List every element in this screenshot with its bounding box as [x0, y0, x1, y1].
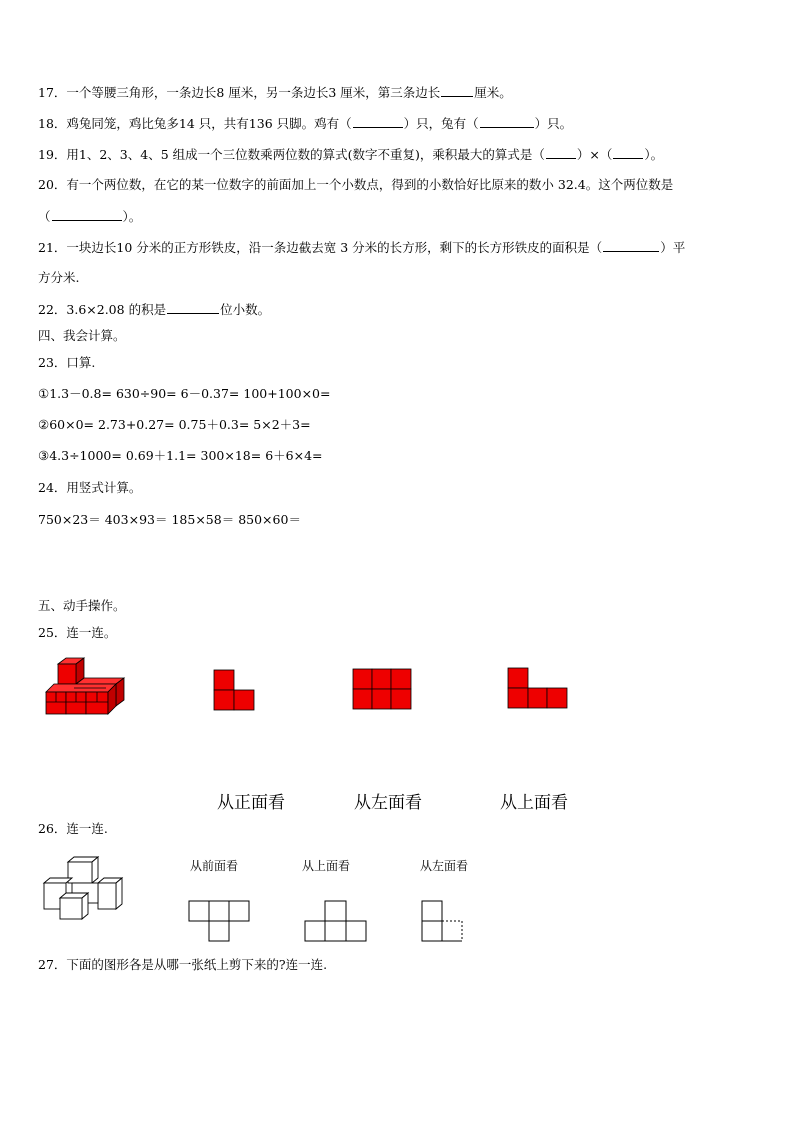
view-label-front: 从前面看 — [190, 859, 239, 873]
question-21-line1 — [38, 239, 685, 256]
red-view-l-shape-wide — [507, 667, 568, 709]
vertical-calc-item: 403×93＝ — [104, 512, 168, 527]
q20-open: （ — [38, 209, 51, 224]
vertical-calc-item: 750×23＝ — [38, 512, 101, 527]
question-24-title: 24．用竖式计算。 — [38, 480, 142, 495]
q21-end: ）平 — [660, 240, 686, 255]
calc-item: 6＋6×4= — [265, 448, 323, 463]
calc-item: ③4.3÷1000= — [38, 448, 122, 463]
calc-item: 5×2＋3= — [253, 417, 311, 432]
calc-item: ②60×0= — [38, 417, 95, 432]
question-19 — [38, 146, 663, 163]
q18-end: ）只。 — [534, 116, 573, 131]
view-label-top: 从上面看 — [500, 793, 568, 813]
view-label-left: 从左面看 — [420, 859, 469, 873]
calc-item: 6－0.37= — [180, 386, 240, 401]
q19-mid: ）×（ — [576, 147, 613, 162]
q17-text: 17．一个等腰三角形，一条边长8 厘米，另一条边长3 厘米，第三条边长 — [38, 85, 441, 100]
vertical-calc-item: 185×58＝ — [171, 512, 235, 527]
section-5-heading: 五、动手操作。 — [38, 598, 126, 613]
view-label-top: 从上面看 — [302, 859, 351, 873]
q19-text: 19．用1、2、3、4、5 组成一个三位数乘两位数的算式(数字不重复)，乘积最大的算式是（ — [38, 147, 545, 162]
answer-blank[interactable] — [603, 239, 659, 252]
question-25-title: 25．连一连。 — [38, 625, 117, 640]
outline-view-inverted-t — [304, 900, 367, 942]
q22-text: 22．3.6×2.08 的积是 — [38, 302, 167, 317]
q19-end: ）。 — [644, 147, 664, 162]
answer-blank[interactable] — [353, 115, 403, 128]
answer-blank[interactable] — [613, 146, 643, 159]
answer-blank[interactable] — [546, 146, 576, 159]
q18-text: 18．鸡兔同笼，鸡比兔多14 只，共有136 只脚。鸡有（ — [38, 116, 352, 131]
question-20-line2 — [38, 208, 141, 225]
outline-view-left-shape — [421, 900, 465, 944]
view-label-front: 从正面看 — [217, 793, 285, 813]
answer-blank[interactable] — [52, 208, 122, 221]
question-17 — [38, 84, 512, 101]
calc-row-3 — [38, 448, 438, 464]
question-20-line1 — [38, 177, 673, 193]
outline-view-t-shape — [188, 900, 250, 942]
answer-blank[interactable] — [441, 84, 473, 97]
question-18 — [38, 115, 572, 132]
calc-item: 0.75＋0.3= — [178, 417, 250, 432]
red-view-grid — [352, 668, 412, 710]
red-view-l-shape-tall — [213, 669, 255, 711]
answer-blank[interactable] — [480, 115, 534, 128]
q18-mid: ）只，兔有（ — [403, 116, 479, 131]
question-21-line2 — [38, 270, 79, 286]
answer-blank[interactable] — [167, 301, 219, 314]
calc-item: 300×18= — [200, 448, 262, 463]
red-cube-stack-figure — [44, 656, 126, 718]
q20-text: 20．有一个两位数，在它的某一位数字的前面加上一个小数点，得到的小数恰好比原来的数小 32.4。这个两位数是 — [38, 177, 674, 192]
q20-close: ）。 — [122, 209, 142, 224]
calc-item: 0.69＋1.1= — [125, 448, 197, 463]
question-23-title: 23．口算. — [38, 355, 96, 370]
calc-row-1 — [38, 386, 438, 402]
question-26-title: 26．连一连. — [38, 821, 108, 836]
calc-row-2 — [38, 417, 438, 433]
q22-end: 位小数。 — [220, 302, 271, 317]
calc-item: 630÷90= — [115, 386, 177, 401]
q21-text: 21．一块边长10 分米的正方形铁皮，沿一条边截去宽 3 分米的长方形，剩下的长方形铁皮的面积是（ — [38, 240, 603, 255]
vertical-calc-item: 850×60＝ — [238, 512, 301, 527]
calc-item: 2.73+0.27= — [98, 417, 175, 432]
calc-item: ①1.3－0.8= — [38, 386, 112, 401]
question-22 — [38, 301, 270, 318]
q21-unit: 方分米. — [38, 270, 80, 285]
wireframe-cube-stack-figure — [42, 856, 124, 922]
question-27-title: 27．下面的图形各是从哪一张纸上剪下来的?连一连. — [38, 957, 328, 972]
view-label-left: 从左面看 — [354, 793, 422, 813]
calc-item: 100+100×0= — [243, 386, 331, 401]
vertical-calc-row — [38, 512, 518, 528]
q17-unit: 厘米。 — [474, 85, 512, 100]
section-4-heading: 四、我会计算。 — [38, 328, 126, 343]
